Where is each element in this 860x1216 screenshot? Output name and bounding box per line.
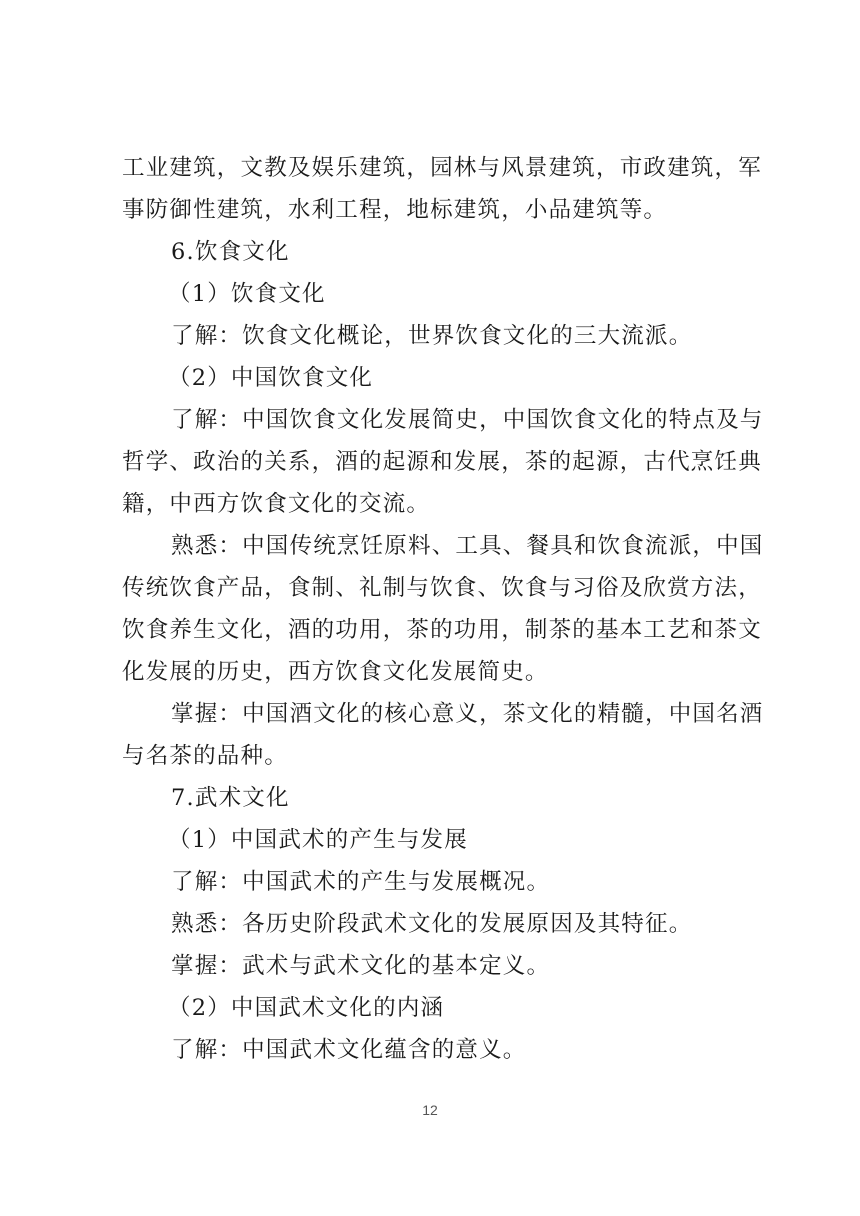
paragraph-line: 籍，中西方饮食文化的交流。 bbox=[122, 491, 431, 517]
paragraph-line: 化发展的历史，西方饮食文化发展简史。 bbox=[122, 659, 549, 685]
paragraph-line: 了解：饮食文化概论，世界饮食文化的三大流派。 bbox=[171, 323, 693, 349]
paragraph-line: 与名茶的品种。 bbox=[122, 743, 288, 769]
paragraph-line: 工业建筑，文教及娱乐建筑，园林与风景建筑，市政建筑，军 bbox=[122, 155, 762, 181]
page-number: 12 bbox=[422, 1102, 438, 1118]
body-text bbox=[122, 147, 764, 1071]
subsection-heading: （1）饮食文化 bbox=[168, 281, 326, 307]
section-heading: 7.武术文化 bbox=[171, 785, 290, 811]
subsection-heading: （2）中国武术文化的内涵 bbox=[168, 995, 445, 1021]
paragraph-line: 了解：中国武术的产生与发展概况。 bbox=[171, 869, 551, 895]
paragraph-line: 传统饮食产品，食制、礼制与饮食、饮食与习俗及欣赏方法， bbox=[122, 575, 762, 601]
paragraph-line: 了解：中国饮食文化发展简史，中国饮食文化的特点及与 bbox=[171, 407, 764, 433]
paragraph-line: 饮食养生文化，酒的功用，茶的功用，制茶的基本工艺和茶文 bbox=[122, 617, 762, 643]
paragraph-line: 熟悉：各历史阶段武术文化的发展原因及其特征。 bbox=[171, 911, 693, 937]
subsection-heading: （1）中国武术的产生与发展 bbox=[168, 827, 468, 853]
section-heading: 6.饮食文化 bbox=[171, 239, 290, 265]
paragraph-line: 了解：中国武术文化蕴含的意义。 bbox=[171, 1037, 527, 1063]
subsection-heading: （2）中国饮食文化 bbox=[168, 365, 374, 391]
paragraph-line: 掌握：武术与武术文化的基本定义。 bbox=[171, 953, 551, 979]
paragraph-line: 哲学、政治的关系，酒的起源和发展，茶的起源，古代烹饪典 bbox=[122, 449, 762, 475]
paragraph-line: 事防御性建筑，水利工程，地标建筑，小品建筑等。 bbox=[122, 197, 668, 223]
paragraph-line: 掌握：中国酒文化的核心意义，茶文化的精髓，中国名酒 bbox=[171, 701, 764, 727]
paragraph-line: 熟悉：中国传统烹饪原料、工具、餐具和饮食流派，中国 bbox=[171, 533, 764, 559]
